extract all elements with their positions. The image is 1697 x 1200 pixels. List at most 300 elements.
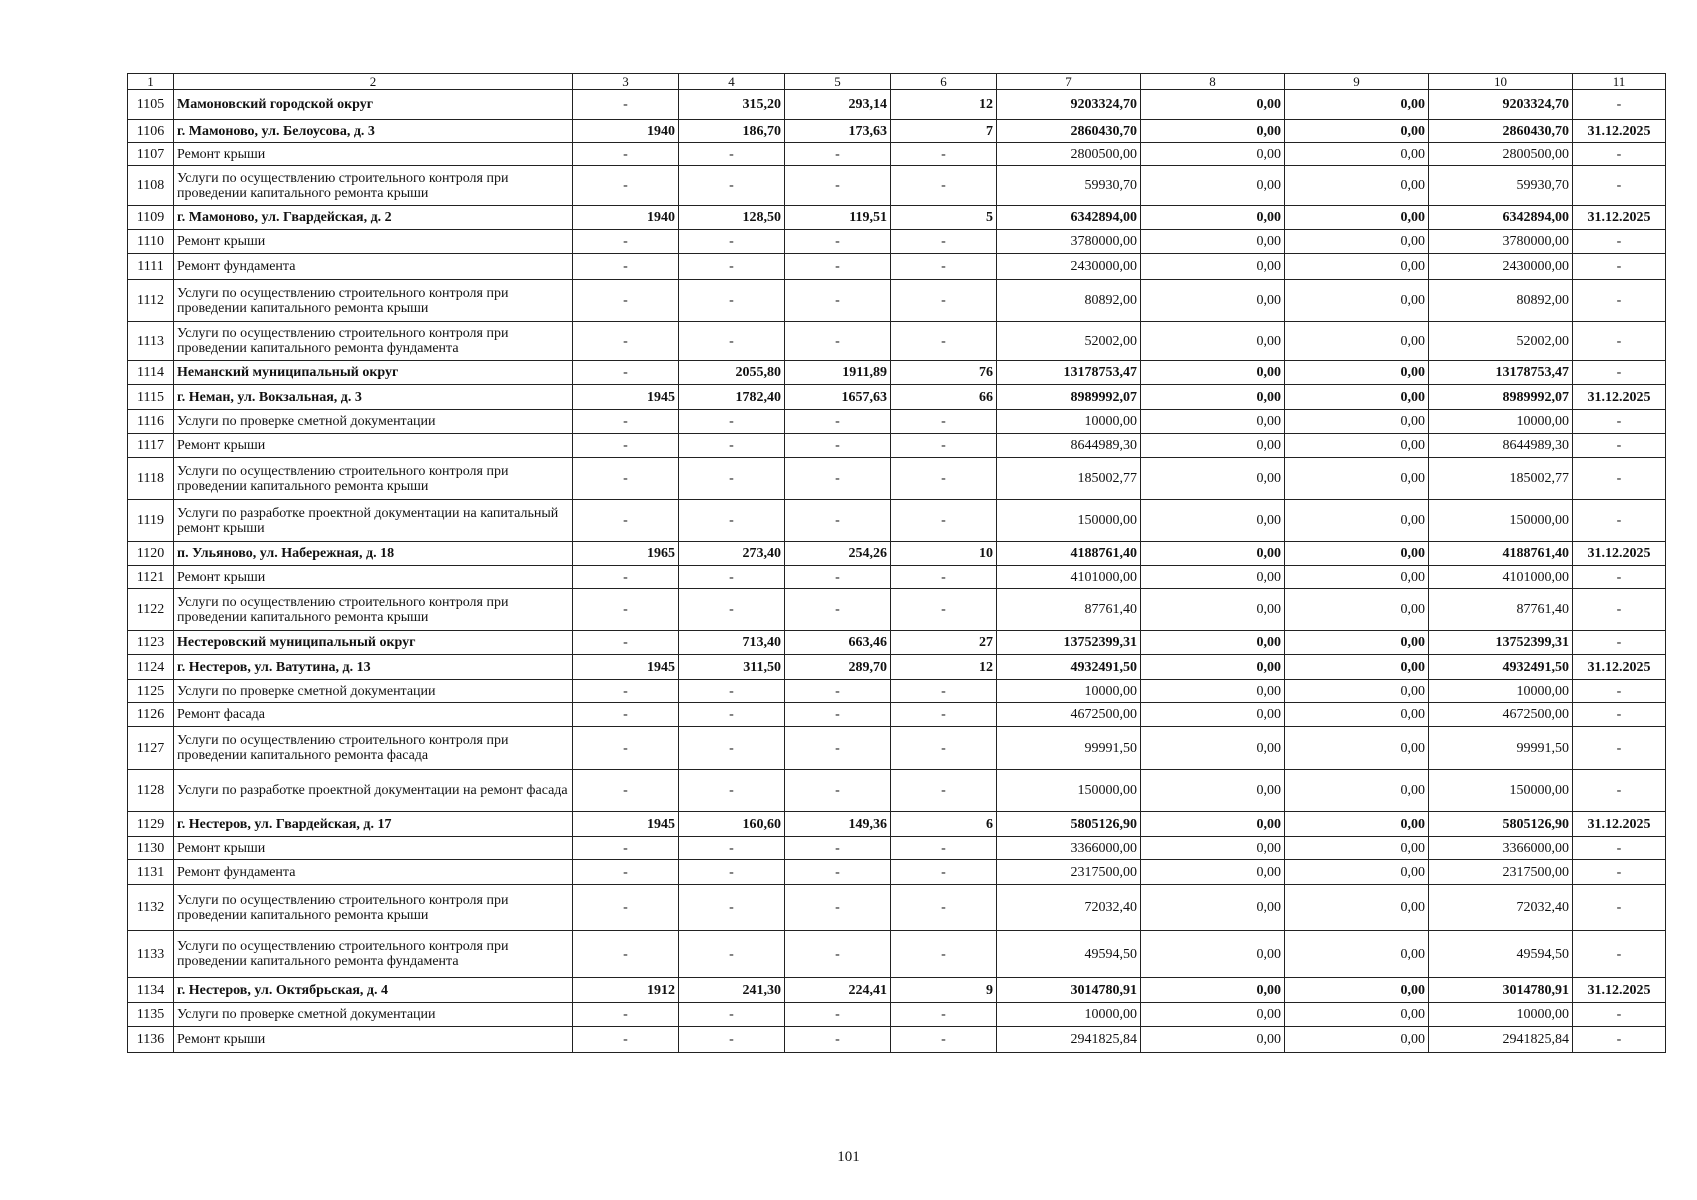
year-cell: - xyxy=(573,322,679,361)
total-area-cell: - xyxy=(679,885,785,931)
item-name-cell: Ремонт фундамента xyxy=(174,860,573,885)
total-area-cell: - xyxy=(679,680,785,703)
fund-cost-cell: 0,00 xyxy=(1141,978,1285,1003)
row-number-cell: 1110 xyxy=(128,230,174,254)
budget-cost-cell: 0,00 xyxy=(1285,90,1429,120)
completion-date-cell: - xyxy=(1573,361,1666,385)
item-name-cell: Услуги по проверке сметной документации xyxy=(174,680,573,703)
completion-date-cell: - xyxy=(1573,500,1666,542)
budget-cost-cell: 0,00 xyxy=(1285,410,1429,434)
owners-cost-cell: 87761,40 xyxy=(1429,589,1573,631)
completion-date-cell: 31.12.2025 xyxy=(1573,206,1666,230)
owners-cost-cell: 3366000,00 xyxy=(1429,837,1573,860)
budget-cost-cell: 0,00 xyxy=(1285,770,1429,812)
completion-date-cell: - xyxy=(1573,280,1666,322)
residents-cell: 5 xyxy=(891,206,997,230)
budget-cost-cell: 0,00 xyxy=(1285,978,1429,1003)
fund-cost-cell: 0,00 xyxy=(1141,434,1285,458)
completion-date-cell: 31.12.2025 xyxy=(1573,812,1666,837)
fund-cost-cell: 0,00 xyxy=(1141,542,1285,566)
column-header: 4 xyxy=(679,74,785,90)
owners-cost-cell: 185002,77 xyxy=(1429,458,1573,500)
fund-cost-cell: 0,00 xyxy=(1141,589,1285,631)
fund-cost-cell: 0,00 xyxy=(1141,680,1285,703)
owners-cost-cell: 5805126,90 xyxy=(1429,812,1573,837)
row-number-cell: 1123 xyxy=(128,631,174,655)
fund-cost-cell: 0,00 xyxy=(1141,770,1285,812)
row-number-cell: 1109 xyxy=(128,206,174,230)
owners-cost-cell: 9203324,70 xyxy=(1429,90,1573,120)
row-number-cell: 1111 xyxy=(128,254,174,280)
owners-cost-cell: 3780000,00 xyxy=(1429,230,1573,254)
total-area-cell: - xyxy=(679,1027,785,1053)
living-area-cell: - xyxy=(785,1027,891,1053)
fund-cost-cell: 0,00 xyxy=(1141,1027,1285,1053)
column-header: 10 xyxy=(1429,74,1573,90)
table-row xyxy=(128,978,1666,1003)
fund-cost-cell: 0,00 xyxy=(1141,885,1285,931)
total-cost-cell: 150000,00 xyxy=(997,500,1141,542)
item-name-cell: Ремонт фасада xyxy=(174,703,573,727)
item-name-cell: Ремонт крыши xyxy=(174,837,573,860)
fund-cost-cell: 0,00 xyxy=(1141,206,1285,230)
residents-cell: - xyxy=(891,458,997,500)
total-cost-cell: 10000,00 xyxy=(997,1003,1141,1027)
table-row xyxy=(128,1027,1666,1053)
table-body xyxy=(128,74,1666,1053)
table-row xyxy=(128,500,1666,542)
table-row xyxy=(128,166,1666,206)
completion-date-cell: - xyxy=(1573,885,1666,931)
residents-cell: - xyxy=(891,931,997,978)
completion-date-cell: - xyxy=(1573,143,1666,166)
fund-cost-cell: 0,00 xyxy=(1141,90,1285,120)
residents-cell: - xyxy=(891,143,997,166)
budget-cost-cell: 0,00 xyxy=(1285,458,1429,500)
row-number-cell: 1125 xyxy=(128,680,174,703)
total-cost-cell: 52002,00 xyxy=(997,322,1141,361)
table-row xyxy=(128,410,1666,434)
owners-cost-cell: 8989992,07 xyxy=(1429,385,1573,410)
total-cost-cell: 49594,50 xyxy=(997,931,1141,978)
row-number-cell: 1106 xyxy=(128,120,174,143)
living-area-cell: 289,70 xyxy=(785,655,891,680)
fund-cost-cell: 0,00 xyxy=(1141,230,1285,254)
budget-cost-cell: 0,00 xyxy=(1285,812,1429,837)
completion-date-cell: 31.12.2025 xyxy=(1573,978,1666,1003)
completion-date-cell: - xyxy=(1573,931,1666,978)
fund-cost-cell: 0,00 xyxy=(1141,1003,1285,1027)
row-number-cell: 1133 xyxy=(128,931,174,978)
item-name-cell: Услуги по осуществлению строительного контроля при проведении капитального ремонта крыши xyxy=(174,458,573,500)
fund-cost-cell: 0,00 xyxy=(1141,385,1285,410)
budget-cost-cell: 0,00 xyxy=(1285,322,1429,361)
item-name-cell: Неманский муниципальный округ xyxy=(174,361,573,385)
table-row xyxy=(128,206,1666,230)
total-area-cell: - xyxy=(679,931,785,978)
table-row xyxy=(128,361,1666,385)
living-area-cell: 224,41 xyxy=(785,978,891,1003)
owners-cost-cell: 4672500,00 xyxy=(1429,703,1573,727)
living-area-cell: - xyxy=(785,1003,891,1027)
year-cell: - xyxy=(573,589,679,631)
living-area-cell: - xyxy=(785,931,891,978)
header-row xyxy=(128,74,1666,90)
fund-cost-cell: 0,00 xyxy=(1141,703,1285,727)
completion-date-cell: - xyxy=(1573,166,1666,206)
table-row xyxy=(128,434,1666,458)
living-area-cell: 254,26 xyxy=(785,542,891,566)
completion-date-cell: - xyxy=(1573,230,1666,254)
residents-cell: 6 xyxy=(891,812,997,837)
living-area-cell: - xyxy=(785,458,891,500)
owners-cost-cell: 13752399,31 xyxy=(1429,631,1573,655)
residents-cell: - xyxy=(891,727,997,770)
total-cost-cell: 4672500,00 xyxy=(997,703,1141,727)
living-area-cell: - xyxy=(785,143,891,166)
item-name-cell: Услуги по осуществлению строительного контроля при проведении капитального ремонта крыши xyxy=(174,280,573,322)
year-cell: - xyxy=(573,90,679,120)
budget-cost-cell: 0,00 xyxy=(1285,1027,1429,1053)
residents-cell: 27 xyxy=(891,631,997,655)
owners-cost-cell: 10000,00 xyxy=(1429,680,1573,703)
fund-cost-cell: 0,00 xyxy=(1141,120,1285,143)
fund-cost-cell: 0,00 xyxy=(1141,143,1285,166)
total-cost-cell: 2430000,00 xyxy=(997,254,1141,280)
year-cell: - xyxy=(573,860,679,885)
row-number-cell: 1118 xyxy=(128,458,174,500)
owners-cost-cell: 4932491,50 xyxy=(1429,655,1573,680)
residents-cell: 9 xyxy=(891,978,997,1003)
row-number-cell: 1112 xyxy=(128,280,174,322)
column-header: 7 xyxy=(997,74,1141,90)
owners-cost-cell: 59930,70 xyxy=(1429,166,1573,206)
total-area-cell: 315,20 xyxy=(679,90,785,120)
budget-cost-cell: 0,00 xyxy=(1285,143,1429,166)
column-header: 6 xyxy=(891,74,997,90)
table-row xyxy=(128,280,1666,322)
item-name-cell: Услуги по осуществлению строительного контроля при проведении капитального ремонта крыши xyxy=(174,589,573,631)
row-number-cell: 1124 xyxy=(128,655,174,680)
completion-date-cell: 31.12.2025 xyxy=(1573,120,1666,143)
total-area-cell: 186,70 xyxy=(679,120,785,143)
row-number-cell: 1122 xyxy=(128,589,174,631)
budget-cost-cell: 0,00 xyxy=(1285,860,1429,885)
table-row xyxy=(128,837,1666,860)
completion-date-cell: - xyxy=(1573,322,1666,361)
table-row xyxy=(128,90,1666,120)
year-cell: - xyxy=(573,631,679,655)
owners-cost-cell: 4101000,00 xyxy=(1429,566,1573,589)
year-cell: - xyxy=(573,566,679,589)
year-cell: - xyxy=(573,458,679,500)
owners-cost-cell: 8644989,30 xyxy=(1429,434,1573,458)
fund-cost-cell: 0,00 xyxy=(1141,166,1285,206)
column-header: 1 xyxy=(128,74,174,90)
fund-cost-cell: 0,00 xyxy=(1141,566,1285,589)
owners-cost-cell: 6342894,00 xyxy=(1429,206,1573,230)
column-header: 3 xyxy=(573,74,679,90)
item-name-cell: Услуги по проверке сметной документации xyxy=(174,410,573,434)
item-name-cell: п. Ульяново, ул. Набережная, д. 18 xyxy=(174,542,573,566)
residents-cell: - xyxy=(891,230,997,254)
item-name-cell: г. Нестеров, ул. Октябрьская, д. 4 xyxy=(174,978,573,1003)
budget-cost-cell: 0,00 xyxy=(1285,254,1429,280)
fund-cost-cell: 0,00 xyxy=(1141,458,1285,500)
owners-cost-cell: 150000,00 xyxy=(1429,500,1573,542)
total-cost-cell: 2860430,70 xyxy=(997,120,1141,143)
total-area-cell: 1782,40 xyxy=(679,385,785,410)
total-area-cell: 273,40 xyxy=(679,542,785,566)
year-cell: - xyxy=(573,837,679,860)
completion-date-cell: - xyxy=(1573,680,1666,703)
total-cost-cell: 13178753,47 xyxy=(997,361,1141,385)
owners-cost-cell: 80892,00 xyxy=(1429,280,1573,322)
row-number-cell: 1134 xyxy=(128,978,174,1003)
total-area-cell: - xyxy=(679,458,785,500)
table-row xyxy=(128,589,1666,631)
total-cost-cell: 59930,70 xyxy=(997,166,1141,206)
owners-cost-cell: 2860430,70 xyxy=(1429,120,1573,143)
residents-cell: - xyxy=(891,500,997,542)
row-number-cell: 1115 xyxy=(128,385,174,410)
total-cost-cell: 8989992,07 xyxy=(997,385,1141,410)
completion-date-cell: - xyxy=(1573,727,1666,770)
total-cost-cell: 8644989,30 xyxy=(997,434,1141,458)
budget-cost-cell: 0,00 xyxy=(1285,280,1429,322)
item-name-cell: г. Неман, ул. Вокзальная, д. 3 xyxy=(174,385,573,410)
fund-cost-cell: 0,00 xyxy=(1141,254,1285,280)
table-row xyxy=(128,143,1666,166)
residents-cell: - xyxy=(891,322,997,361)
fund-cost-cell: 0,00 xyxy=(1141,655,1285,680)
item-name-cell: Услуги по осуществлению строительного контроля при проведении капитального ремонта фасада xyxy=(174,727,573,770)
completion-date-cell: - xyxy=(1573,254,1666,280)
fund-cost-cell: 0,00 xyxy=(1141,812,1285,837)
owners-cost-cell: 52002,00 xyxy=(1429,322,1573,361)
table-row xyxy=(128,860,1666,885)
total-cost-cell: 5805126,90 xyxy=(997,812,1141,837)
budget-cost-cell: 0,00 xyxy=(1285,500,1429,542)
residents-cell: - xyxy=(891,885,997,931)
total-area-cell: - xyxy=(679,727,785,770)
year-cell: - xyxy=(573,166,679,206)
completion-date-cell: 31.12.2025 xyxy=(1573,385,1666,410)
table-row xyxy=(128,385,1666,410)
completion-date-cell: - xyxy=(1573,860,1666,885)
table-row xyxy=(128,727,1666,770)
completion-date-cell: 31.12.2025 xyxy=(1573,655,1666,680)
row-number-cell: 1116 xyxy=(128,410,174,434)
column-header: 11 xyxy=(1573,74,1666,90)
budget-cost-cell: 0,00 xyxy=(1285,589,1429,631)
residents-cell: - xyxy=(891,434,997,458)
residents-cell: - xyxy=(891,566,997,589)
total-cost-cell: 2317500,00 xyxy=(997,860,1141,885)
budget-cost-cell: 0,00 xyxy=(1285,655,1429,680)
item-name-cell: Ремонт крыши xyxy=(174,566,573,589)
living-area-cell: - xyxy=(785,837,891,860)
row-number-cell: 1108 xyxy=(128,166,174,206)
item-name-cell: Услуги по проверке сметной документации xyxy=(174,1003,573,1027)
year-cell: 1945 xyxy=(573,812,679,837)
row-number-cell: 1114 xyxy=(128,361,174,385)
year-cell: 1945 xyxy=(573,655,679,680)
residents-cell: - xyxy=(891,254,997,280)
fund-cost-cell: 0,00 xyxy=(1141,500,1285,542)
owners-cost-cell: 99991,50 xyxy=(1429,727,1573,770)
residents-cell: - xyxy=(891,1027,997,1053)
table-row xyxy=(128,254,1666,280)
completion-date-cell: - xyxy=(1573,410,1666,434)
year-cell: 1945 xyxy=(573,385,679,410)
budget-cost-cell: 0,00 xyxy=(1285,703,1429,727)
living-area-cell: 1911,89 xyxy=(785,361,891,385)
budget-cost-cell: 0,00 xyxy=(1285,434,1429,458)
living-area-cell: 119,51 xyxy=(785,206,891,230)
fund-cost-cell: 0,00 xyxy=(1141,631,1285,655)
year-cell: - xyxy=(573,1003,679,1027)
table-row xyxy=(128,770,1666,812)
row-number-cell: 1126 xyxy=(128,703,174,727)
owners-cost-cell: 13178753,47 xyxy=(1429,361,1573,385)
owners-cost-cell: 2317500,00 xyxy=(1429,860,1573,885)
living-area-cell: - xyxy=(785,589,891,631)
total-area-cell: 128,50 xyxy=(679,206,785,230)
year-cell: - xyxy=(573,727,679,770)
living-area-cell: - xyxy=(785,254,891,280)
year-cell: 1940 xyxy=(573,120,679,143)
total-area-cell: - xyxy=(679,500,785,542)
owners-cost-cell: 49594,50 xyxy=(1429,931,1573,978)
living-area-cell: - xyxy=(785,500,891,542)
living-area-cell: 149,36 xyxy=(785,812,891,837)
residents-cell: - xyxy=(891,589,997,631)
residents-cell: 76 xyxy=(891,361,997,385)
item-name-cell: Мамоновский городской округ xyxy=(174,90,573,120)
item-name-cell: Ремонт крыши xyxy=(174,434,573,458)
budget-cost-cell: 0,00 xyxy=(1285,120,1429,143)
row-number-cell: 1135 xyxy=(128,1003,174,1027)
living-area-cell: - xyxy=(785,322,891,361)
budget-cost-cell: 0,00 xyxy=(1285,931,1429,978)
table-row xyxy=(128,631,1666,655)
completion-date-cell: 31.12.2025 xyxy=(1573,542,1666,566)
completion-date-cell: - xyxy=(1573,566,1666,589)
budget-cost-cell: 0,00 xyxy=(1285,885,1429,931)
completion-date-cell: - xyxy=(1573,1027,1666,1053)
completion-date-cell: - xyxy=(1573,770,1666,812)
total-cost-cell: 2800500,00 xyxy=(997,143,1141,166)
year-cell: 1940 xyxy=(573,206,679,230)
owners-cost-cell: 2430000,00 xyxy=(1429,254,1573,280)
living-area-cell: - xyxy=(785,434,891,458)
total-cost-cell: 10000,00 xyxy=(997,410,1141,434)
owners-cost-cell: 2800500,00 xyxy=(1429,143,1573,166)
living-area-cell: 663,46 xyxy=(785,631,891,655)
owners-cost-cell: 10000,00 xyxy=(1429,1003,1573,1027)
living-area-cell: 173,63 xyxy=(785,120,891,143)
row-number-cell: 1120 xyxy=(128,542,174,566)
year-cell: - xyxy=(573,703,679,727)
item-name-cell: Услуги по разработке проектной документации на капитальный ремонт крыши xyxy=(174,500,573,542)
total-area-cell: 2055,80 xyxy=(679,361,785,385)
residents-cell: - xyxy=(891,703,997,727)
total-area-cell: - xyxy=(679,860,785,885)
total-area-cell: - xyxy=(679,703,785,727)
row-number-cell: 1105 xyxy=(128,90,174,120)
residents-cell: - xyxy=(891,280,997,322)
budget-cost-cell: 0,00 xyxy=(1285,837,1429,860)
budget-cost-cell: 0,00 xyxy=(1285,230,1429,254)
item-name-cell: г. Мамоново, ул. Гвардейская, д. 2 xyxy=(174,206,573,230)
row-number-cell: 1128 xyxy=(128,770,174,812)
living-area-cell: 293,14 xyxy=(785,90,891,120)
total-cost-cell: 87761,40 xyxy=(997,589,1141,631)
row-number-cell: 1107 xyxy=(128,143,174,166)
table-row xyxy=(128,120,1666,143)
fund-cost-cell: 0,00 xyxy=(1141,837,1285,860)
item-name-cell: Нестеровский муниципальный округ xyxy=(174,631,573,655)
completion-date-cell: - xyxy=(1573,631,1666,655)
total-area-cell: - xyxy=(679,837,785,860)
living-area-cell: - xyxy=(785,680,891,703)
total-area-cell: - xyxy=(679,589,785,631)
total-area-cell: 311,50 xyxy=(679,655,785,680)
item-name-cell: Услуги по осуществлению строительного контроля при проведении капитального ремонта крыши xyxy=(174,885,573,931)
budget-cost-cell: 0,00 xyxy=(1285,631,1429,655)
total-cost-cell: 13752399,31 xyxy=(997,631,1141,655)
total-cost-cell: 2941825,84 xyxy=(997,1027,1141,1053)
budget-cost-cell: 0,00 xyxy=(1285,206,1429,230)
living-area-cell: - xyxy=(785,230,891,254)
page-number: 101 xyxy=(837,1149,860,1165)
residents-cell: 10 xyxy=(891,542,997,566)
total-cost-cell: 3366000,00 xyxy=(997,837,1141,860)
row-number-cell: 1121 xyxy=(128,566,174,589)
total-area-cell: - xyxy=(679,1003,785,1027)
residents-cell: - xyxy=(891,860,997,885)
completion-date-cell: - xyxy=(1573,589,1666,631)
table-row xyxy=(128,1003,1666,1027)
table-row xyxy=(128,655,1666,680)
table-row xyxy=(128,885,1666,931)
living-area-cell: - xyxy=(785,280,891,322)
item-name-cell: Ремонт крыши xyxy=(174,143,573,166)
completion-date-cell: - xyxy=(1573,434,1666,458)
year-cell: - xyxy=(573,1027,679,1053)
budget-cost-cell: 0,00 xyxy=(1285,385,1429,410)
completion-date-cell: - xyxy=(1573,1003,1666,1027)
year-cell: 1965 xyxy=(573,542,679,566)
table-row xyxy=(128,931,1666,978)
living-area-cell: - xyxy=(785,166,891,206)
row-number-cell: 1127 xyxy=(128,727,174,770)
residents-cell: 12 xyxy=(891,655,997,680)
total-area-cell: - xyxy=(679,566,785,589)
total-cost-cell: 10000,00 xyxy=(997,680,1141,703)
total-area-cell: - xyxy=(679,230,785,254)
table-row xyxy=(128,566,1666,589)
year-cell: - xyxy=(573,410,679,434)
total-area-cell: - xyxy=(679,166,785,206)
item-name-cell: Ремонт фундамента xyxy=(174,254,573,280)
total-cost-cell: 150000,00 xyxy=(997,770,1141,812)
total-cost-cell: 72032,40 xyxy=(997,885,1141,931)
fund-cost-cell: 0,00 xyxy=(1141,931,1285,978)
total-area-cell: - xyxy=(679,280,785,322)
owners-cost-cell: 72032,40 xyxy=(1429,885,1573,931)
